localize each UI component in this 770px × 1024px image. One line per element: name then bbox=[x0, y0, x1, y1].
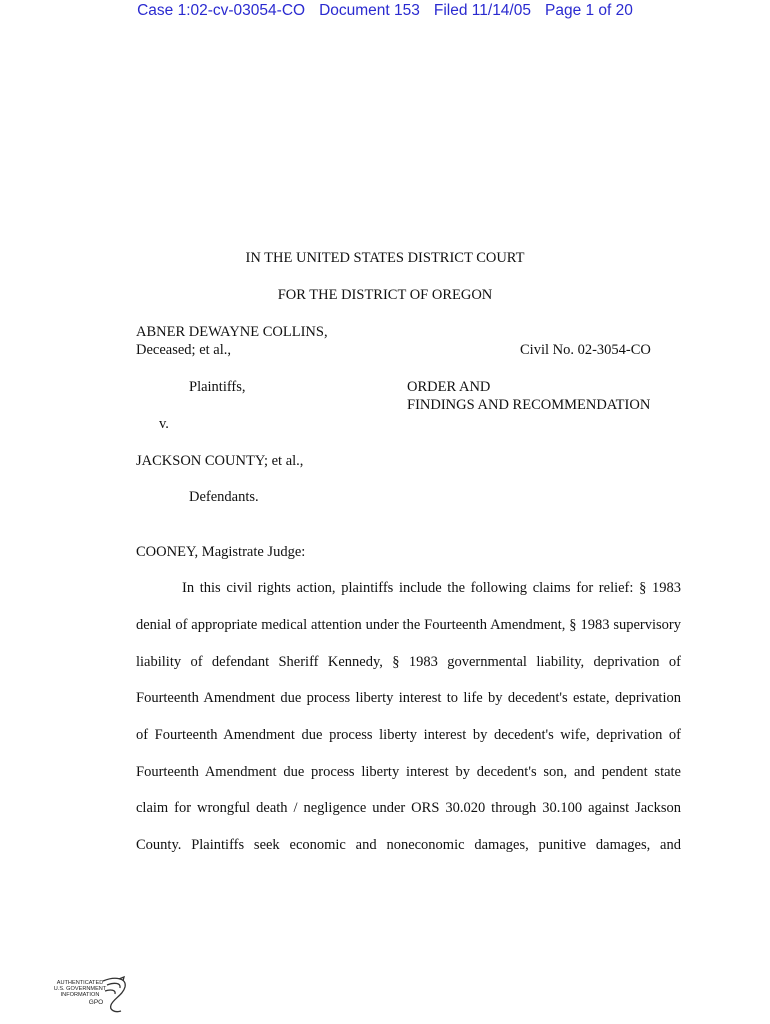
plaintiffs-label: Plaintiffs, bbox=[189, 379, 246, 395]
body-line: claim for wrongful death / negligence under ORS 30.020 through 30.100 against Jackson bbox=[136, 800, 681, 816]
versus: v. bbox=[159, 416, 169, 432]
case-number: Case 1:02-cv-03054-CO bbox=[137, 2, 306, 19]
body-line: Fourteenth Amendment due process liberty interest to life by decedent's estate, deprivation bbox=[136, 690, 681, 706]
plaintiff-name: ABNER DEWAYNE COLLINS, bbox=[136, 324, 328, 340]
seal-text-line2: U.S. GOVERNMENT bbox=[53, 986, 107, 992]
body-line: Fourteenth Amendment due process liberty interest by decedent's son, and pendent state bbox=[136, 764, 681, 780]
body-line: liability of defendant Sheriff Kennedy, § 1983 governmental liability, deprivation of bbox=[136, 654, 681, 670]
body-line: County. Plaintiffs seek economic and noneconomic damages, punitive damages, and bbox=[136, 837, 681, 853]
judge-line: COONEY, Magistrate Judge: bbox=[136, 544, 306, 560]
body-line: denial of appropriate medical attention under the Fourteenth Amendment, § 1983 supervisory bbox=[136, 617, 681, 633]
defendant-name: JACKSON COUNTY; et al., bbox=[136, 453, 304, 469]
page-number: Page 1 of 20 bbox=[544, 2, 633, 19]
seal-text-line1: AUTHENTICATED bbox=[56, 980, 104, 986]
body-line: In this civil rights action, plaintiffs include the following claims for relief: § 1983 bbox=[182, 580, 681, 596]
seal-text-line4: GPO bbox=[88, 999, 104, 1006]
defendants-label: Defendants. bbox=[189, 489, 259, 505]
eagle-icon bbox=[103, 977, 125, 1012]
document-number: Document 153 bbox=[319, 2, 420, 19]
ecf-header bbox=[0, 2, 770, 20]
order-title-line2: FINDINGS AND RECOMMENDATION bbox=[407, 397, 651, 413]
gpo-authentication-seal bbox=[45, 975, 135, 1015]
civil-number: Civil No. 02-3054-CO bbox=[520, 342, 651, 358]
court-name: IN THE UNITED STATES DISTRICT COURT bbox=[245, 250, 525, 266]
plaintiff-description: Deceased; et al., bbox=[136, 342, 232, 358]
seal-text-line3: INFORMATION bbox=[60, 992, 100, 998]
order-title-line1: ORDER AND bbox=[407, 379, 491, 395]
court-district: FOR THE DISTRICT OF OREGON bbox=[277, 287, 493, 303]
filed-date: Filed 11/14/05 bbox=[433, 2, 531, 19]
body-line: of Fourteenth Amendment due process liberty interest by decedent's wife, deprivation of bbox=[136, 727, 681, 743]
